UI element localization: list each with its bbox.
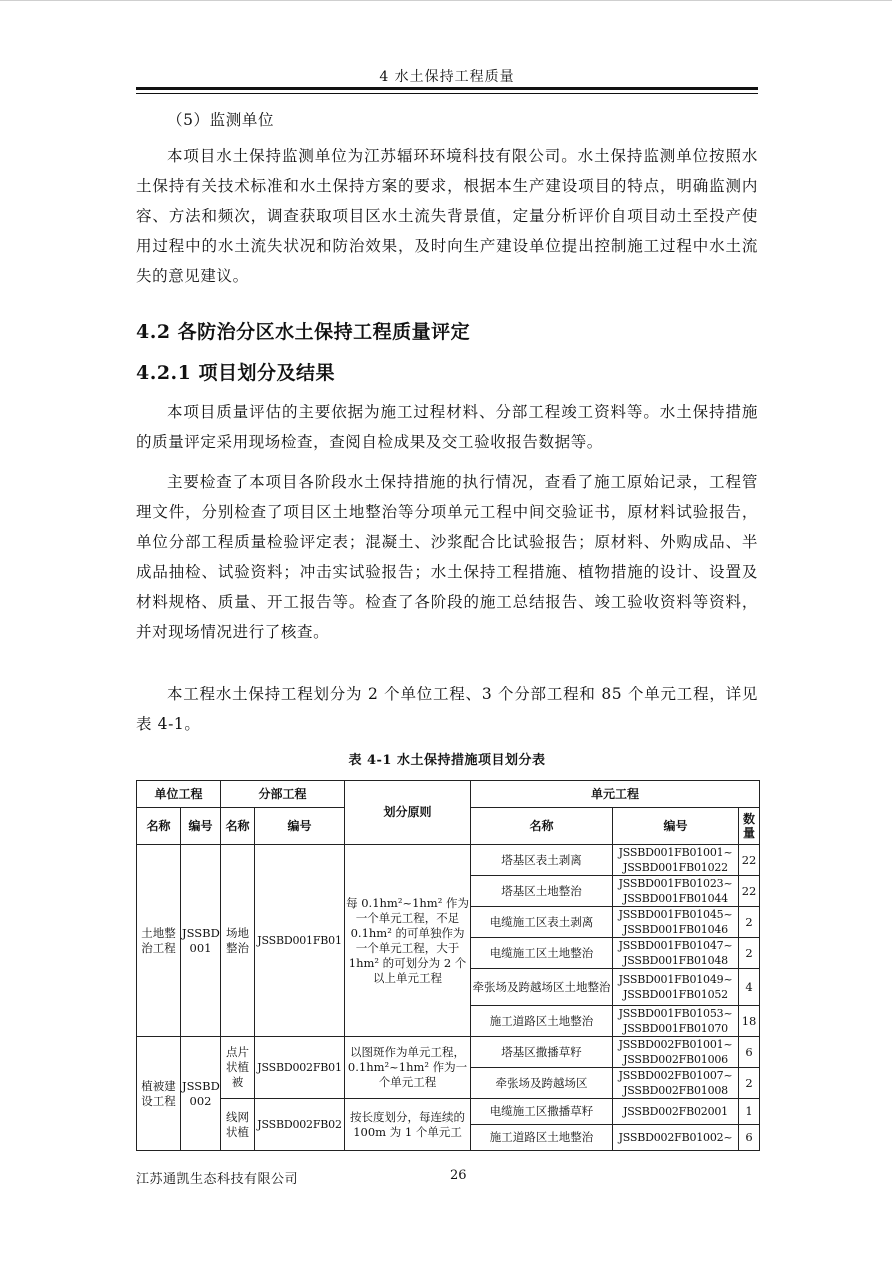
cell-principle: 每 0.1hm²~1hm² 作为一个单元工程，不足 0.1hm² 的可单独作为一个单元工程，大于 1hm² 的可划分为 2 个以上单元工程 <box>345 845 471 1037</box>
cell-element-code <box>613 1037 739 1068</box>
cell-element-count: 6 <box>739 1125 760 1151</box>
cell-sub-code: JSSBD001FB01 <box>255 845 345 1037</box>
header-element-name: 名称 <box>471 808 613 845</box>
header-sub-project: 分部工程 <box>221 781 345 808</box>
header-unit-name: 名称 <box>137 808 181 845</box>
cell-element-count: 18 <box>739 1006 760 1037</box>
cell-element-name: 电缆施工区土地整治 <box>471 938 613 969</box>
cell-element-name: 电缆施工区撒播草籽 <box>471 1099 613 1125</box>
cell-element-name: 塔基区土地整治 <box>471 876 613 907</box>
code-range-end: JSSBD002FB01006 <box>623 1053 728 1066</box>
footer-company: 江苏通凯生态科技有限公司 <box>136 1172 299 1187</box>
cell-element-count: 2 <box>739 907 760 938</box>
cell-element-code <box>613 876 739 907</box>
cell-element-code <box>613 969 739 1006</box>
header-principle: 划分原则 <box>345 781 471 845</box>
cell-element-code <box>613 845 739 876</box>
page-top-edge <box>0 0 892 1</box>
cell-element-count: 2 <box>739 938 760 969</box>
code-range-end: JSSBD001FB01052 <box>623 988 728 1001</box>
header-rule-thin <box>136 93 758 94</box>
code-range-end: JSSBD001FB01044 <box>623 892 728 905</box>
code-range-start: JSSBD001FB01045~ <box>618 908 733 921</box>
cell-element-count: 4 <box>739 969 760 1006</box>
cell-element-count: 6 <box>739 1037 760 1068</box>
table-row <box>137 1099 760 1125</box>
code-range-end: JSSBD001FB01022 <box>623 861 728 874</box>
cell-sub-name: 线网状植 <box>221 1099 255 1151</box>
header-sub-name: 名称 <box>221 808 255 845</box>
page-number: 26 <box>450 1168 467 1183</box>
cell-unit-code: JSSBD 001 <box>181 845 221 1037</box>
paragraph-inspection: 主要检查了本项目各阶段水土保持措施的执行情况，查看了施工原始记录，工程管理文件，分别检查了项目区土地整治等分项单元工程中间交验证书，原材料试验报告，单位分部工程质量检验评定表；混凝土、沙浆配合比试验报告；原材料、外购成品、半成品抽检、试验资料；冲击实试验报告；水土保持工程措施、植物措施的设计、设置及材料规格、质量、开工报告等。检查了各阶段的施工总结报告、竣工验收资料等资料，并对现场情况进行了核查。 <box>136 473 758 641</box>
table-caption: 表 4-1 水土保持措施项目划分表 <box>348 753 546 768</box>
cell-element-name: 施工道路区土地整治 <box>471 1125 613 1151</box>
cell-element-name: 牵张场及跨越场区土地整治 <box>471 969 613 1006</box>
running-header: 4 水土保持工程质量 <box>379 69 515 85</box>
section-heading-4-2: 4.2 各防治分区水土保持工程质量评定 <box>136 321 471 343</box>
table-header-row-1 <box>137 781 760 808</box>
code-range-end: JSSBD001FB01070 <box>623 1022 728 1035</box>
cell-element-code <box>613 938 739 969</box>
code-range-start: JSSBD001FB01049~ <box>618 973 733 986</box>
cell-element-code: JSSBD002FB01002~ <box>613 1125 739 1151</box>
code-range-start: JSSBD002FB01001~ <box>618 1038 733 1051</box>
header-element-count: 数量 <box>739 808 760 845</box>
cell-element-name: 塔基区表土剥离 <box>471 845 613 876</box>
code-range-start: JSSBD001FB01001~ <box>618 846 733 859</box>
cell-sub-code: JSSBD002FB02 <box>255 1099 345 1151</box>
code-range-start: JSSBD001FB01023~ <box>618 877 733 890</box>
header-element-project: 单元工程 <box>471 781 760 808</box>
code-range-end: JSSBD002FB01008 <box>623 1084 728 1097</box>
project-division-table <box>136 780 760 1151</box>
header-element-code: 编号 <box>613 808 739 845</box>
cell-element-name: 施工道路区土地整治 <box>471 1006 613 1037</box>
cell-element-code <box>613 907 739 938</box>
sub-heading-monitoring: （5）监测单位 <box>167 111 275 129</box>
cell-unit-name: 植被建设工程 <box>137 1037 181 1151</box>
code-range-start: JSSBD001FB01047~ <box>618 939 733 952</box>
cell-element-name: 电缆施工区表土剥离 <box>471 907 613 938</box>
header-rule-thick <box>136 87 758 90</box>
header-unit-project: 单位工程 <box>137 781 221 808</box>
cell-element-count: 2 <box>739 1068 760 1099</box>
table-row <box>137 845 760 876</box>
cell-sub-name: 场地整治 <box>221 845 255 1037</box>
header-unit-code: 编号 <box>181 808 221 845</box>
cell-principle: 以图斑作为单元工程，0.1hm²~1hm² 作为一个单元工程 <box>345 1037 471 1099</box>
paragraph-evaluation-basis: 本项目质量评估的主要依据为施工过程材料、分部工程竣工资料等。水土保持措施的质量评定采用现场检查，查阅自检成果及交工验收报告数据等。 <box>136 403 758 451</box>
header-sub-code: 编号 <box>255 808 345 845</box>
cell-unit-code: JSSBD 002 <box>181 1037 221 1151</box>
code-range-start: JSSBD002FB01007~ <box>618 1069 733 1082</box>
paragraph-division-summary: 本工程水土保持工程划分为 2 个单位工程、3 个分部工程和 85 个单元工程，详见表 4-1。 <box>136 685 758 733</box>
cell-sub-name: 点片状植被 <box>221 1037 255 1099</box>
cell-element-count: 22 <box>739 876 760 907</box>
cell-element-code: JSSBD002FB02001 <box>613 1099 739 1125</box>
cell-sub-code: JSSBD002FB01 <box>255 1037 345 1099</box>
code-range-end: JSSBD001FB01046 <box>623 923 728 936</box>
code-range-end: JSSBD001FB01048 <box>623 954 728 967</box>
cell-unit-name: 土地整治工程 <box>137 845 181 1037</box>
code-range-start: JSSBD001FB01053~ <box>618 1007 733 1020</box>
paragraph-monitoring-unit: 本项目水土保持监测单位为江苏辐环环境科技有限公司。水土保持监测单位按照水土保持有关技术标准和水土保持方案的要求，根据本生产建设项目的特点，明确监测内容、方法和频次，调查获取项目区水土流失背景值，定量分析评价自项目动土至投产使用过程中的水土流失状况和防治效果，及时向生产建设单位提出控制施工过程中水土流失的意见建议。 <box>136 147 758 285</box>
cell-element-code <box>613 1006 739 1037</box>
cell-element-code <box>613 1068 739 1099</box>
cell-element-name: 塔基区撒播草籽 <box>471 1037 613 1068</box>
cell-element-count: 1 <box>739 1099 760 1125</box>
section-heading-4-2-1: 4.2.1 项目划分及结果 <box>136 362 336 384</box>
cell-principle: 按长度划分，每连续的 100m 为 1 个单元工 <box>345 1099 471 1151</box>
table-row <box>137 1037 760 1068</box>
cell-element-name: 牵张场及跨越场区 <box>471 1068 613 1099</box>
cell-element-count: 22 <box>739 845 760 876</box>
